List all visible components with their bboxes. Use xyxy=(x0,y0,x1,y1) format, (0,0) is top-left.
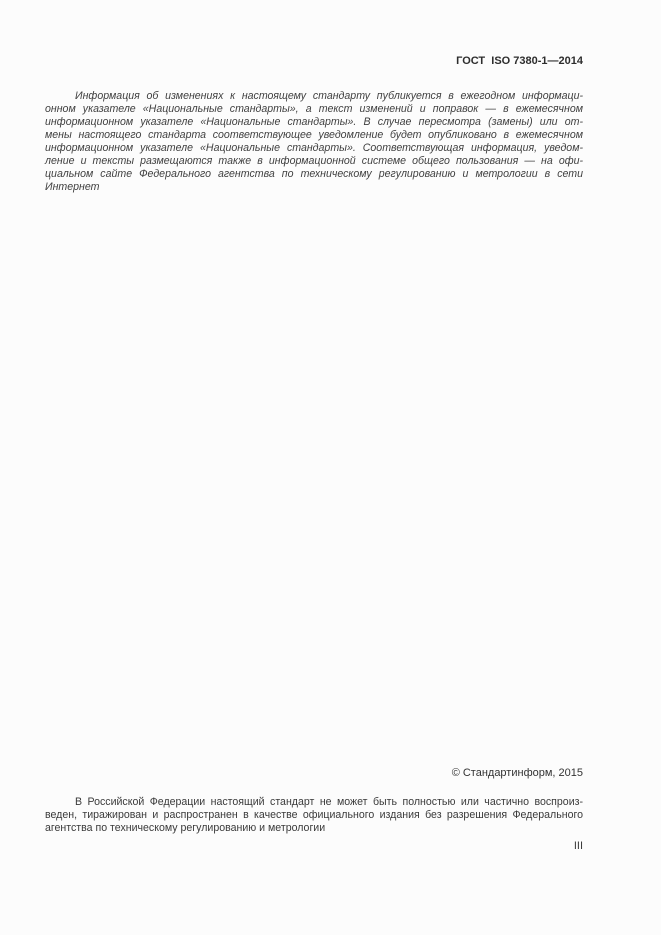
standard-designation-header: ГОСТ ISO 7380-1—2014 xyxy=(456,55,583,67)
text-line: Интернет xyxy=(45,181,100,193)
text-line: информационном указателе «Национальные стандарты». Соответствующая информация, уведом- xyxy=(45,142,583,154)
page-number: III xyxy=(573,840,583,852)
text-line: мены настоящего стандарта соответствующее уведомление будет опубликовано в ежемесячном xyxy=(45,129,583,141)
copyright-notice: © Стандартинформ, 2015 xyxy=(451,767,583,779)
reproduction-restriction-paragraph xyxy=(45,796,583,835)
text-line: ление и тексты размещаются также в информационной системе общего пользования — на офи- xyxy=(45,155,583,167)
text-line: онном указателе «Национальные стандарты», а текст изменений и поправок — в ежемесячном xyxy=(45,103,583,115)
change-information-notice-paragraph xyxy=(45,90,583,194)
text-line: циальном сайте Федерального агентства по техническому регулированию и метрологии в сети xyxy=(45,168,583,180)
text-line: информационном указателе «Национальные стандарты». В случае пересмотра (замены) или от- xyxy=(45,116,583,128)
text-line: В Российской Федерации настоящий стандарт не может быть полностью или частично воспроиз- xyxy=(75,796,583,808)
text-line: Информация об изменениях к настоящему стандарту публикуется в ежегодном информаци- xyxy=(75,90,583,102)
text-line: веден, тиражирован и распространен в качестве официального издания без разрешения Федерального xyxy=(45,809,583,821)
text-line: агентства по техническому регулированию и метрологии xyxy=(45,822,326,834)
